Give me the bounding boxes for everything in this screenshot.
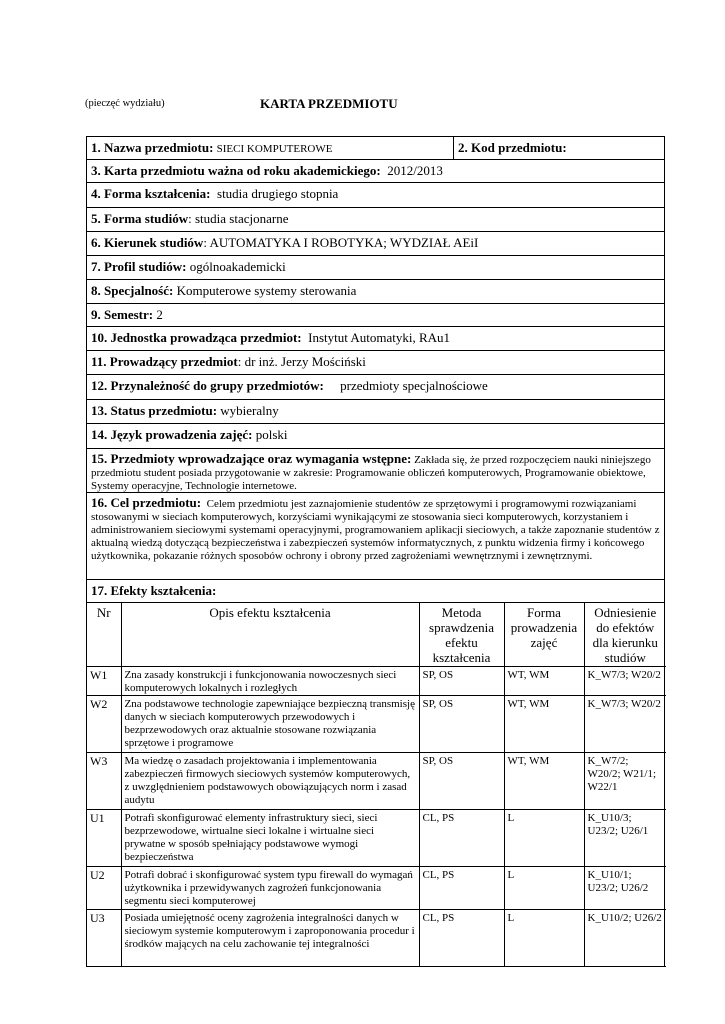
outcome-reference: K_W7/3; W20/2 [584,695,666,752]
prerequisites-label: 15. Przedmioty wprowadzające oraz wymagania wstępne: [91,451,412,466]
row-course-status [87,400,664,424]
table-row [87,666,666,695]
outcome-reference: K_W7/2; W20/2; W21/1; W22/1 [584,752,666,809]
header-verification-method: Metoda sprawdzenia efektu kształcenia [419,603,504,666]
outcome-reference: K_U10/1; U23/2; U26/2 [584,866,666,909]
row-study-profile [87,256,664,280]
semester-label: 9. Semestr: [91,307,154,322]
field-of-study-label: 6. Kierunek studiów [91,235,204,250]
course-name-value: SIECI KOMPUTEROWE [216,143,333,155]
education-form-label: 4. Forma kształcenia: [91,186,211,201]
row-language [87,424,664,449]
outcome-method: CL, PS [419,866,504,909]
teaching-unit-label: 10. Jednostka prowadząca przedmiot: [91,330,302,345]
outcome-class-form: L [504,809,584,866]
learning-outcomes-label: 17. Efekty kształcenia: [91,583,217,598]
outcome-reference: K_W7/3; W20/2 [584,666,666,695]
outcome-description: Potrafi dobrać i skonfigurować system typu firewall do wymagań użytkownika i przewidywanych zagrożeń funkcjonowania segmentu sieci komputerowej [121,866,419,909]
table-row [87,866,666,909]
document-title: KARTA PRZEDMIOTU [260,96,398,111]
outcome-nr: U2 [87,866,121,909]
outcome-nr: U3 [87,909,121,966]
table-header-row [87,603,666,666]
lecturer-label: 11. Prowadzący przedmiot [91,354,238,369]
teaching-unit-value: Instytut Automatyki, RAu1 [308,330,451,345]
course-card-form [86,136,665,967]
specialization-value: Komputerowe systemy sterowania [176,283,357,298]
outcome-reference: K_U10/3; U23/2; U26/1 [584,809,666,866]
outcome-description: Potrafi skonfigurować elementy infrastruktury sieci, sieci bezprzewodowe, wirtualne sieci lokalne i wirtualne sieci prywatne w sposób spełniający podstawowe wymogi bezpieczeństwa [121,809,419,866]
document-header [85,96,665,116]
table-row [87,695,666,752]
outcome-reference: K_U10/2; U26/2 [584,909,666,966]
outcome-method: SP, OS [419,695,504,752]
outcome-method: SP, OS [419,752,504,809]
outcome-method: SP, OS [419,666,504,695]
row-semester [87,304,664,327]
valid-year-value: 2012/2013 [387,163,443,178]
study-profile-value: ogólnoakademicki [189,259,286,274]
course-goal-label: 16. Cel przedmiotu: [91,495,202,510]
row-education-form [87,183,664,208]
language-value: polski [255,427,288,442]
language-label: 14. Język prowadzenia zajęć: [91,427,253,442]
outcome-nr: W1 [87,666,121,695]
row-course-name [87,137,664,160]
row-valid-year [87,160,664,183]
outcome-class-form: WT, WM [504,695,584,752]
course-status-value: wybieralny [220,403,279,418]
specialization-label: 8. Specjalność: [91,283,174,298]
outcome-description: Zna podstawowe technologie zapewniające bezpieczną transmisję danych w sieciach komputerowych przewodowych i bezprzewodowych oraz aktualnie stosowane rozwiązania sprzętowe i programowe [121,695,419,752]
outcome-description: Ma wiedzę o zasadach projektowania i implementowania zabezpieczeń firmowych sieciowych systemów komputerowych, z uwzględnieniem podstawowych obowiązujących norm i zasad audytu [121,752,419,809]
education-form-value: studia drugiego stopnia [217,186,339,201]
course-group-value: przedmioty specjalnościowe [340,378,488,393]
outcome-class-form: L [504,866,584,909]
outcome-nr: U1 [87,809,121,866]
header-nr: Nr [87,603,121,666]
row-field-of-study [87,232,664,256]
outcome-description: Zna zasady konstrukcji i funkcjonowania nowoczesnych sieci komputerowych lokalnych i rozległych [121,666,419,695]
table-row [87,752,666,809]
course-name-label: 1. Nazwa przedmiotu: [91,140,214,155]
row-teaching-unit [87,327,664,351]
row-study-form [87,208,664,232]
course-goal-value: Celem przedmiotu jest zaznajomienie studentów ze sprzętowymi i programowymi rozwiązaniami stosowanymi w sieciach komputerowych, korzyściami wynikającymi ze stosowania sieci komputerowych, korzystaniem i administrowaniem sieciowymi systemami operacyjnymi, programowaniem aplikacji sieciowych, a także zapoznanie studentów z aktualną wiedzą dotyczącą bezpieczeństwa i zabezpieczeń systemów informatycznych, z punktu widzenia firmy i końcowego użytkownika, pokazanie różnych sposobów ochrony i obrony przed zagrożeniami wewnętrznymi i zewnętrznymi. [91,498,660,562]
row-specialization [87,280,664,304]
course-status-label: 13. Status przedmiotu: [91,403,218,418]
table-row [87,809,666,866]
cell-course-code [454,137,664,159]
learning-outcomes-table [87,603,666,967]
semester-value: 2 [156,307,163,322]
header-program-reference: Odniesienie do efektów dla kierunku studiów [584,603,666,666]
outcome-nr: W3 [87,752,121,809]
outcome-class-form: WT, WM [504,752,584,809]
outcome-class-form: L [504,909,584,966]
prerequisites-value: Zakłada się, że przed rozpoczęciem nauki niniejszego przedmiotu student posiada przygotowanie w zakresie: Programowanie obliczeń komputerowych, Programowanie obiektowe, Systemy operacyjne, Technologie internetowe. [91,454,651,492]
row-course-group [87,375,664,400]
row-learning-outcomes [87,580,664,603]
study-profile-label: 7. Profil studiów: [91,259,187,274]
row-course-goal [87,493,664,580]
header-class-form: Forma prowadzenia zajęć [504,603,584,666]
outcome-method: CL, PS [419,909,504,966]
outcome-class-form: WT, WM [504,666,584,695]
course-group-label: 12. Przynależność do grupy przedmiotów: [91,378,324,393]
study-form-value: : studia stacjonarne [188,211,289,226]
row-lecturer [87,351,664,375]
lecturer-value: : dr inż. Jerzy Mościński [237,354,366,369]
course-code-label: 2. Kod przedmiotu: [458,140,567,155]
field-of-study-value: : AUTOMATYKA I ROBOTYKA; WYDZIAŁ AEiI [203,235,479,250]
outcome-description: Posiada umiejętność oceny zagrożenia integralności danych w sieciowym systemie komputerowym i zaproponowania procedur i środków mających na celu zachowanie tej integralności [121,909,419,966]
row-prerequisites [87,449,664,493]
outcome-method: CL, PS [419,809,504,866]
cell-course-name [87,137,454,159]
table-row [87,909,666,966]
outcome-nr: W2 [87,695,121,752]
valid-year-label: 3. Karta przedmiotu ważna od roku akademickiego: [91,163,381,178]
header-description: Opis efektu kształcenia [121,603,419,666]
study-form-label: 5. Forma studiów [91,211,189,226]
faculty-stamp-label: (pieczęć wydziału) [85,98,165,109]
